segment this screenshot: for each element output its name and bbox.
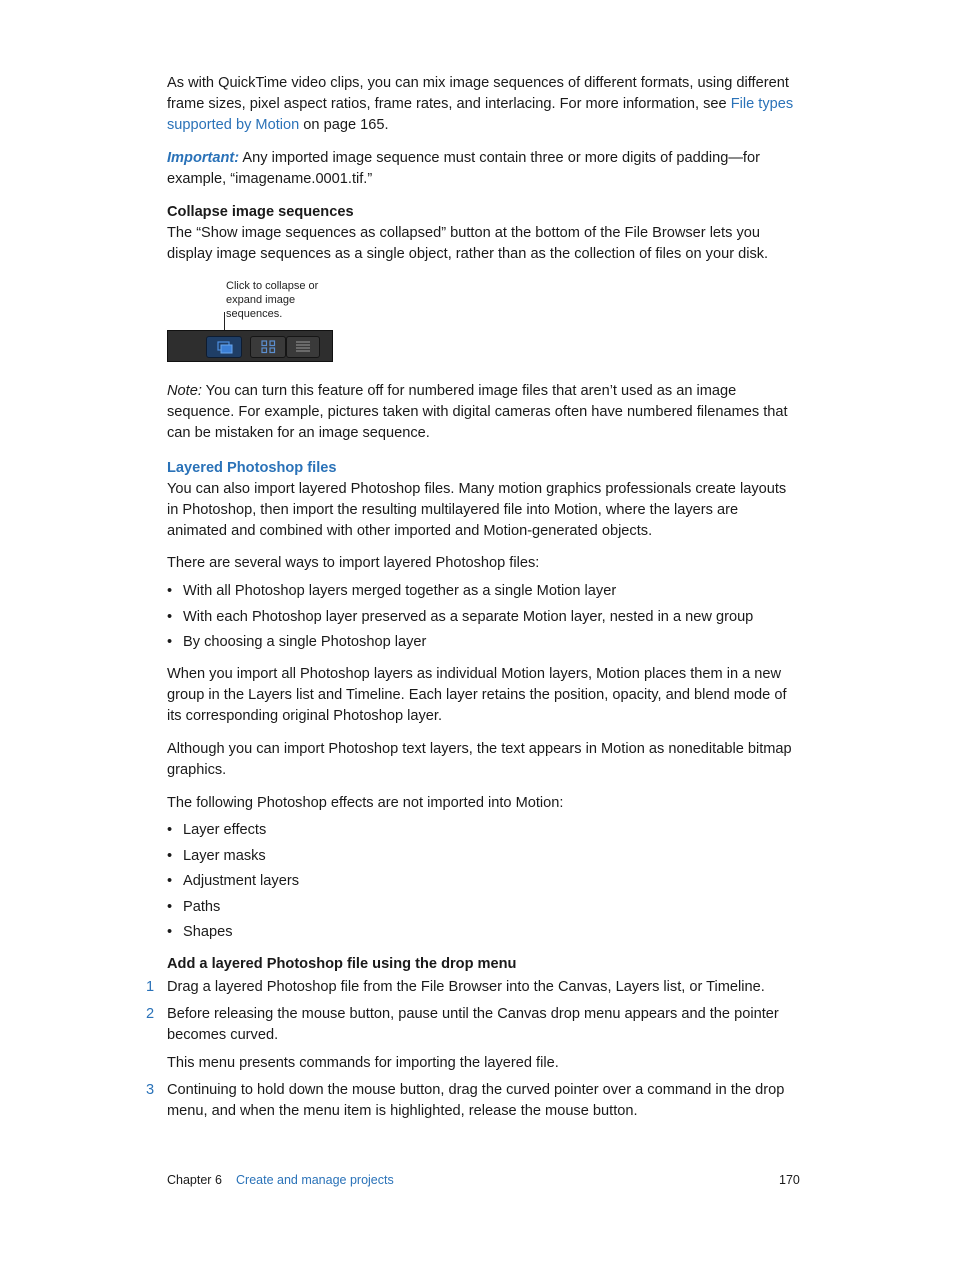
- list-item: • With each Photoshop layer preserved as a separate Motion layer, nested in a new group: [167, 608, 754, 625]
- intro-text: As with QuickTime video clips, you can mix image sequences of different formats, using different frame sizes, pixel aspect ratios, frame rates, and interlacing. For more information, see: [167, 75, 789, 112]
- important-paragraph: [167, 148, 797, 190]
- footer-chapter-link[interactable]: Create and manage projects: [236, 1173, 394, 1187]
- effects-intro: The following Photoshop effects are not imported into Motion:: [167, 795, 564, 811]
- step-text: Before releasing the mouse button, pause until the Canvas drop menu appears and the pointer becomes curved.: [167, 1006, 779, 1043]
- list-view-button[interactable]: [286, 336, 320, 358]
- step-number: 1: [145, 979, 155, 995]
- ways-list: [167, 581, 797, 658]
- individual-layers-paragraph: When you import all Photoshop layers as individual Motion layers, Motion places them in a new group in the Layers list and Timeline. Each layer retains the position, opacity, and blend mode of its corresponding original Photoshop layer.: [167, 666, 787, 724]
- image-sequence-icon: [207, 337, 241, 357]
- collapse-paragraph: The “Show image sequences as collapsed” button at the bottom of the File Browser lets you display image sequences as a single object, rather than as the collection of files on your disk.: [167, 225, 769, 262]
- list-item: • Layer masks: [167, 847, 266, 864]
- important-label: Important:: [167, 150, 240, 166]
- intro-text-end: on page 165.: [299, 117, 389, 133]
- note-paragraph: [167, 381, 797, 444]
- show-sequences-collapsed-button[interactable]: [206, 336, 242, 358]
- text-layers-paragraph: Although you can import Photoshop text layers, the text appears in Motion as noneditable bitmap graphics.: [167, 741, 792, 778]
- step-number: 2: [145, 1006, 155, 1022]
- layered-photoshop-heading: Layered Photoshop files: [167, 460, 337, 476]
- effects-list: [167, 820, 797, 948]
- step-text: Continuing to hold down the mouse button, drag the curved pointer over a command in the drop menu, and when the menu item is highlighted, release the mouse button.: [167, 1082, 785, 1119]
- step-text: Drag a layered Photoshop file from the File Browser into the Canvas, Layers list, or Timeline.: [167, 979, 765, 995]
- file-browser-toolbar: [167, 330, 333, 362]
- list-item: • By choosing a single Photoshop layer: [167, 634, 427, 650]
- layered-intro-paragraph: You can also import layered Photoshop files. Many motion graphics professionals create layouts in Photoshop, then import the resulting multilayered file into Motion, where the layers are animated and combined with other imported and Motion-generated objects.: [167, 481, 787, 539]
- intro-paragraph: [167, 73, 797, 136]
- drop-menu-heading: Add a layered Photoshop file using the drop menu: [167, 956, 517, 972]
- ways-intro: There are several ways to import layered Photoshop files:: [167, 555, 540, 571]
- collapse-heading: Collapse image sequences: [167, 204, 354, 220]
- footer-chapter: Chapter 6: [167, 1173, 222, 1187]
- important-text: Any imported image sequence must contain three or more digits of padding—for example, “imagename.0001.tif.”: [167, 150, 760, 187]
- list-item: • Adjustment layers: [167, 873, 299, 889]
- note-text: You can turn this feature off for numbered image files that aren’t used as an image sequence. For example, pictures taken with digital cameras often have numbered filenames that can be mistaken for an image sequence.: [167, 383, 788, 441]
- list-item: • Paths: [167, 898, 221, 915]
- list-item: • Layer effects: [167, 822, 267, 838]
- list-view-icon: [287, 337, 319, 357]
- note-label: Note:: [167, 383, 202, 399]
- step-number: 3: [145, 1082, 155, 1098]
- figure-callout: Click to collapse or expand image sequences.: [226, 280, 319, 320]
- grid-view-icon: [251, 337, 285, 357]
- list-item: • With all Photoshop layers merged together as a single Motion layer: [167, 583, 617, 599]
- page-number: 170: [779, 1173, 800, 1187]
- file-types-link[interactable]: File types supported by Motion: [167, 96, 794, 133]
- list-item: • Shapes: [167, 924, 233, 940]
- step-followup: This menu presents commands for importing the layered file.: [167, 1055, 559, 1071]
- grid-view-button[interactable]: [250, 336, 286, 358]
